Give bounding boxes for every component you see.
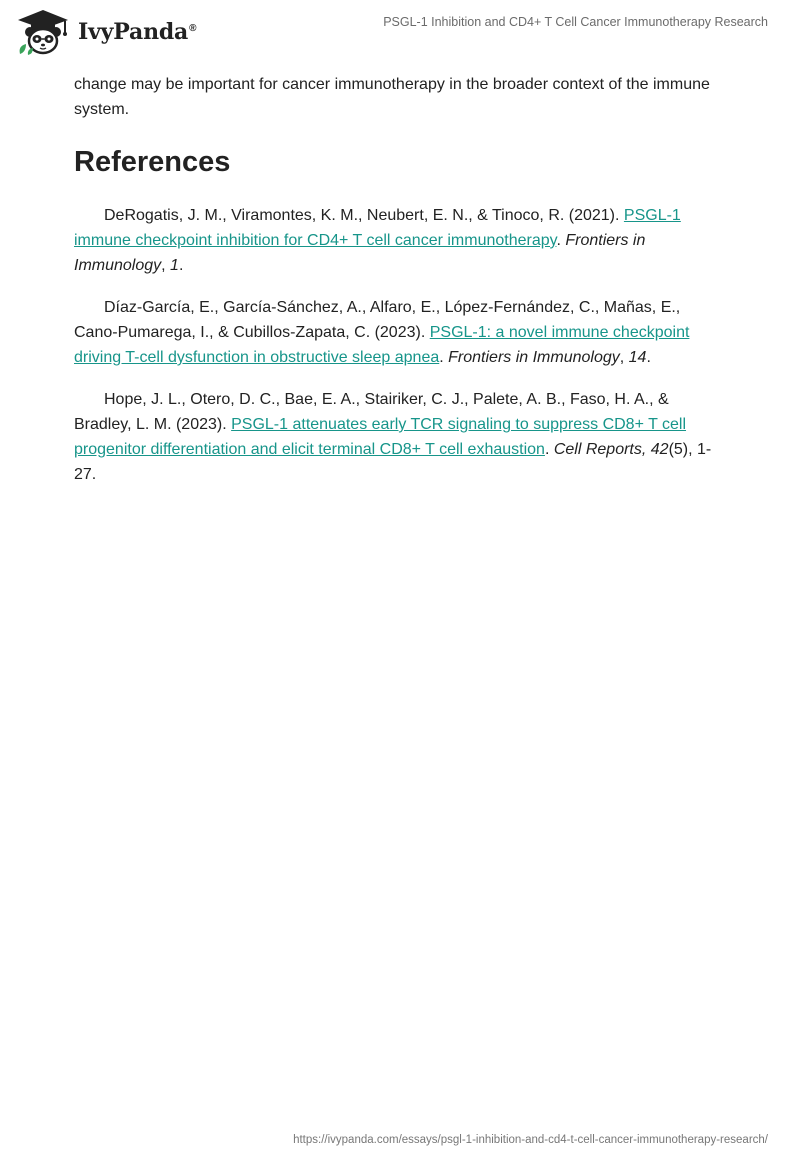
panda-graduation-cap-icon [14, 8, 72, 56]
running-title: PSGL-1 Inhibition and CD4+ T Cell Cancer Immunotherapy Research [383, 15, 768, 29]
intro-paragraph: change may be important for cancer immunotherapy in the broader context of the immune system. [74, 76, 710, 118]
logo-wordmark: IvyPanda® [78, 19, 197, 45]
references-heading: References [74, 146, 231, 178]
footer-url: https://ivypanda.com/essays/psgl-1-inhibition-and-cd4-t-cell-cancer-immunotherapy-research/ [293, 1134, 768, 1146]
reference-link-2[interactable]: PSGL-1: a novel immune checkpoint driving T-cell dysfunction in obstructive sleep apnea [74, 324, 690, 366]
page-header [0, 0, 800, 60]
reference-entry-3: Hope, J. L., Otero, D. C., Bae, E. A., Stairiker, C. J., Palete, A. B., Faso, H. A., & Bradley, L. M. (2023). PSGL-1 attenuates early TCR signaling to suppress CD8+ T cell progenitor differentiation and elicit terminal CD8+ T cell exhaustion. Cell Reports, 42(5), 1-27. [74, 391, 712, 483]
reference-link-1[interactable]: PSGL-1 immune checkpoint inhibition for CD4+ T cell cancer immunotherapy [74, 207, 681, 249]
page-content [74, 72, 724, 504]
reference-entry-2: Díaz-García, E., García-Sánchez, A., Alfaro, E., López-Fernández, C., Mañas, E., Cano-Pumarega, I., & Cubillos-Zapata, C. (2023). PSGL-1: a novel immune checkpoint driving T-cell dysfunction in obstructive sleep apnea. Frontiers in Immunology, 14. [74, 299, 690, 366]
reference-link-3[interactable]: PSGL-1 attenuates early TCR signaling to suppress CD8+ T cell progenitor differentiation and elicit terminal CD8+ T cell exhaustion [74, 416, 687, 458]
ivypanda-logo[interactable] [14, 8, 196, 56]
reference-entry-1: DeRogatis, J. M., Viramontes, K. M., Neubert, E. N., & Tinoco, R. (2021). PSGL-1 immune checkpoint inhibition for CD4+ T cell cancer immunotherapy. Frontiers in Immunology, 1. [74, 207, 681, 274]
